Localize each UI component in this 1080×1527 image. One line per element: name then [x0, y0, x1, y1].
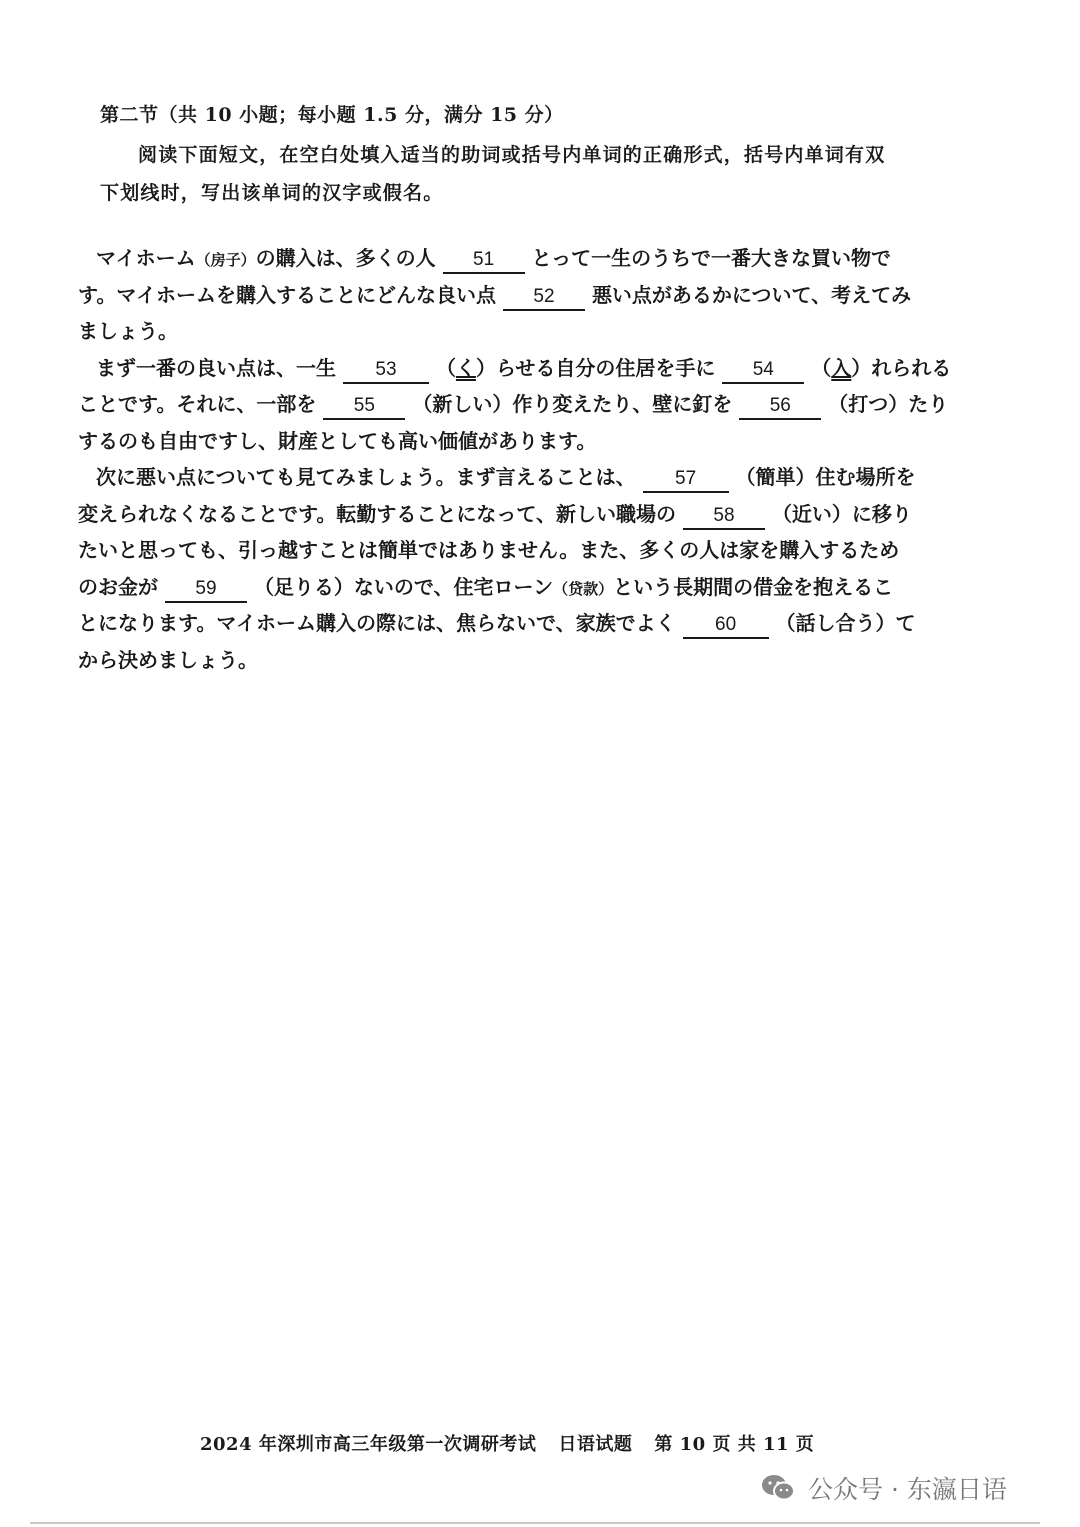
- blank-57[interactable]: 57: [643, 467, 729, 493]
- blank-54[interactable]: 54: [722, 358, 804, 384]
- passage-line-5: ことです。それに、一部を 55 （新しい）作り変えたり、壁に釘を 56 （打つ）たり: [78, 386, 958, 423]
- wechat-icon: [760, 1473, 796, 1503]
- footer-subject: 日语试题: [558, 1434, 633, 1455]
- footer-exam-name: 2024 年深圳市高三年级第一次调研考试: [200, 1434, 537, 1455]
- footer-page-number: 第 10 页 共 11 页: [654, 1434, 815, 1455]
- blank-51[interactable]: 51: [443, 248, 525, 274]
- blank-52[interactable]: 52: [503, 285, 585, 311]
- passage-line-11: とになります。マイホーム購入の際には、焦らないで、家族でよく 60 （話し合う）て: [78, 605, 958, 642]
- passage-line-10: のお金が 59 （足りる）ないので、住宅ローン（贷款）という長期間の借金を抱えるこ: [78, 569, 958, 606]
- passage-line-9: たいと思っても、引っ越すことは簡単ではありません。また、多くの人は家を購入するため: [78, 538, 900, 562]
- instruction-line-2: 下划线时，写出该单词的汉字或假名。: [100, 182, 444, 204]
- blank-56[interactable]: 56: [739, 394, 821, 420]
- passage-line-3: ましょう。: [78, 319, 178, 343]
- bottom-rule: [30, 1522, 1040, 1524]
- passage-line-4: まず一番の良い点は、一生 53 （く）らせる自分の住居を手に 54 （入）れられる: [78, 350, 958, 387]
- passage-line-1: マイホーム（房子）の購入は、多くの人 51 とって一生のうちで一番大きな買い物で: [78, 240, 958, 277]
- passage-line-6: するのも自由ですし、財産としても高い価値があります。: [78, 428, 597, 453]
- passage-line-2: す。マイホームを購入することにどんな良い点 52 悪い点があるかについて、考えてみ: [78, 277, 958, 314]
- passage-line-8: 変えられなくなることです。転勤することになって、新しい職場の 58 （近い）に移り: [78, 496, 958, 533]
- instruction-line-1: 阅读下面短文，在空白处填入适当的助词或括号内单词的正确形式，括号内单词有双: [138, 144, 886, 166]
- watermark: [760, 1470, 1007, 1506]
- underlined-kana: く: [455, 355, 476, 380]
- watermark-text: 公众号 · 东瀛日语: [808, 1475, 1007, 1504]
- blank-55[interactable]: 55: [323, 394, 405, 420]
- blank-59[interactable]: 59: [165, 577, 247, 603]
- section-title: 第二节（共 10 小题；每小题 1.5 分，满分 15 分）: [100, 104, 564, 126]
- page-footer: [200, 1430, 814, 1456]
- passage-line-7: 次に悪い点についても見てみましょう。まず言えることは、 57 （簡単）住む場所を: [78, 459, 958, 496]
- passage-line-12: から決めましょう。: [78, 647, 258, 672]
- blank-58[interactable]: 58: [683, 504, 765, 530]
- reading-passage: [78, 240, 958, 678]
- underlined-kanji: 入: [831, 355, 852, 380]
- blank-60[interactable]: 60: [683, 613, 769, 639]
- blank-53[interactable]: 53: [343, 358, 429, 384]
